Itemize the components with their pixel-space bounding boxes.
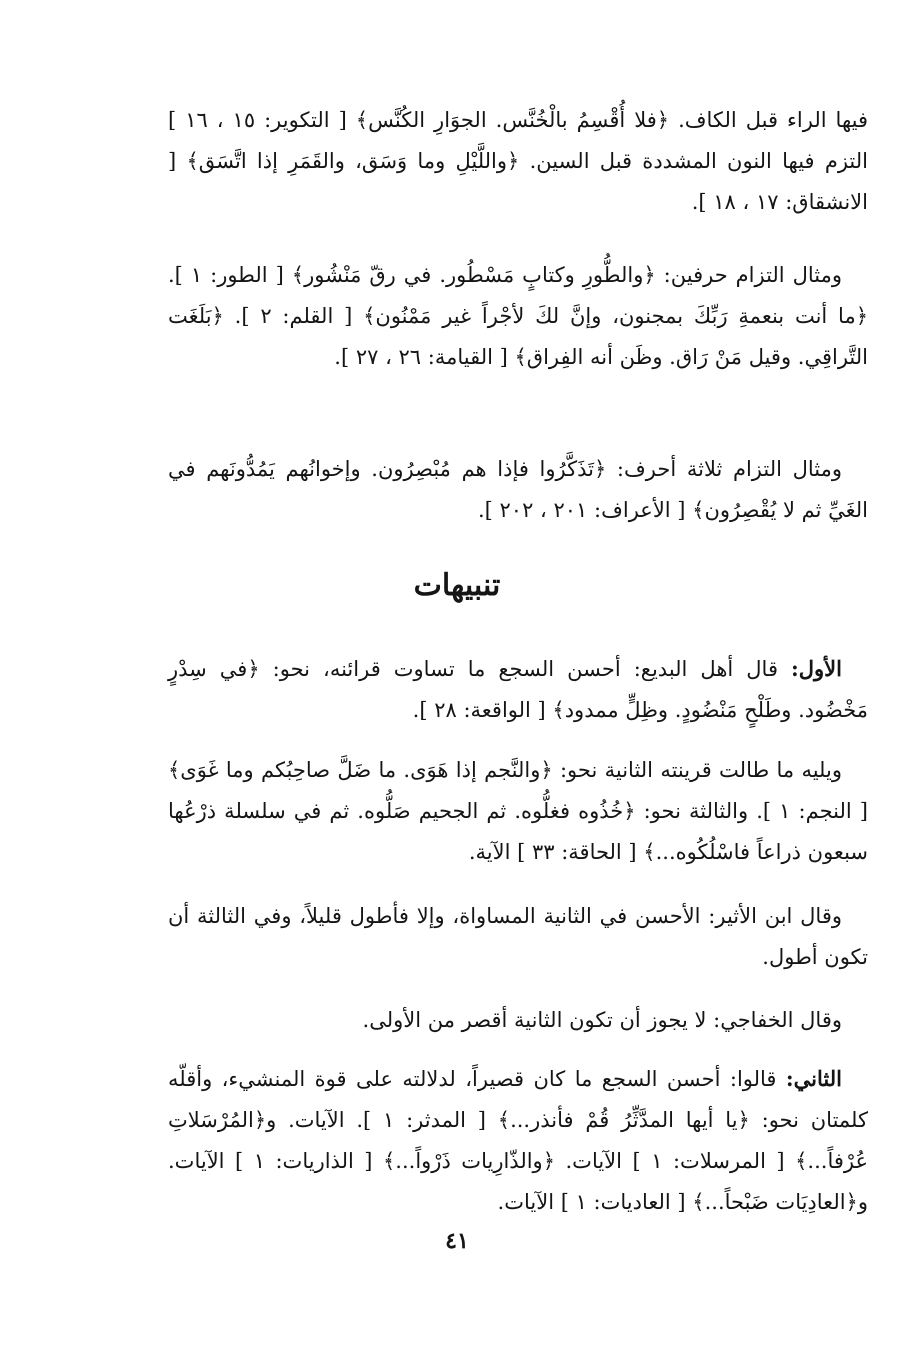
paragraph-7-text: وقال الخفاجي: لا يجوز أن تكون الثانية أقصر من الأولى. [362, 1008, 842, 1032]
paragraph-4-text: قال أهل البديع: أحسن السجع ما تساوت قرائنه، نحو: ﴿في سِدْرٍ مَخْضُود. وطَلْحٍ مَنْضُودٍ. وظِلٍّ ممدود﴾ [ الواقعة: ٢٨ ]. [168, 657, 868, 722]
paragraph-4 [168, 648, 868, 731]
paragraph-3-text: ومثال التزام ثلاثة أحرف: ﴿تَذَكَّرُوا فإذا هم مُبْصِرُون. وإخوانُهم يَمُدُّونَهم في الغَيِّ ثم لا يُقْصِرُون﴾ [ الأعراف: ٢٠١ ، ٢٠٢ ]. [168, 457, 868, 522]
paragraph-1-text: فيها الراء قبل الكاف. ﴿فلا أُقْسِمُ بالْخُنَّس. الجوَارِ الكُنَّس﴾ [ التكوير: ١٥ ، ١٦ ] التزم فيها النون المشددة قبل السين. ﴿واللَّيْلِ وما وَسَق، والقَمَرِ إذا اتَّسَق﴾ [ الانشقاق: ١٧ ، ١٨ ]. [168, 108, 869, 214]
paragraph-8 [168, 1058, 868, 1223]
paragraph-6 [168, 896, 868, 978]
section-heading: تنبيهات [413, 568, 501, 603]
paragraph-2 [168, 255, 868, 378]
paragraph-2-text: ومثال التزام حرفين: ﴿والطُّورِ وكتابٍ مَسْطُور. في رقّ مَنْشُور﴾ [ الطور: ١ ]. ﴿ما أنت بنعمةِ رَبِّكَ بمجنون، وإنَّ لكَ لأجْراً غير مَمْنُون﴾ [ القلم: ٢ ]. ﴿بَلَغَت التَّراقِي. وقيل مَنْ رَاق. وظَن أنه الفِراق﴾ [ القيامة: ٢٦ ، ٢٧ ]. [168, 263, 869, 369]
paragraph-5-text: ويليه ما طالت قرينته الثانية نحو: ﴿والنَّجم إذا هَوَى. ما ضَلَّ صاحِبُكم وما غَوَى﴾ [ النجم: ١ ]. والثالثة نحو: ﴿خُذُوه فغلُّوه. ثم الجحيم صَلُّوه. ثم في سلسلة ذرْعُها سبعون ذراعاً فاسْلُكُوه...﴾ [ الحاقة: ٣٣ ] الآية. [168, 758, 868, 864]
paragraph-6-text: وقال ابن الأثير: الأحسن في الثانية المساواة، وإلا فأطول قليلاً، وفي الثالثة أن تكون أطول. [168, 904, 868, 969]
paragraph-7 [168, 1000, 868, 1041]
page-number: ٤١ [445, 1228, 469, 1254]
paragraph-5 [168, 750, 868, 873]
paragraph-4-lead: الأول: [791, 656, 842, 681]
paragraph-8-lead: الثاني: [785, 1066, 842, 1091]
paragraph-8-text: قالوا: أحسن السجع ما كان قصيراً، لدلالته على قوة المنشيء، وأقلّه كلمتان نحو: ﴿يا أيها المدَّثِّرُ قُمْ فأنذر...﴾ [ المدثر: ١ ]. الآيات. و﴿المُرْسَلاتِ عُرْفاً...﴾ [ المرسلات: ١ ] الآيات. ﴿والذّارِيات ذَرْواً...﴾ [ الذاريات: ١ ] الآيات. و﴿العادِيَات ضَبْحاً...﴾ [ العاديات: ١ ] الآيات. [168, 1067, 868, 1214]
paragraph-3 [168, 449, 868, 531]
paragraph-1 [168, 100, 868, 223]
